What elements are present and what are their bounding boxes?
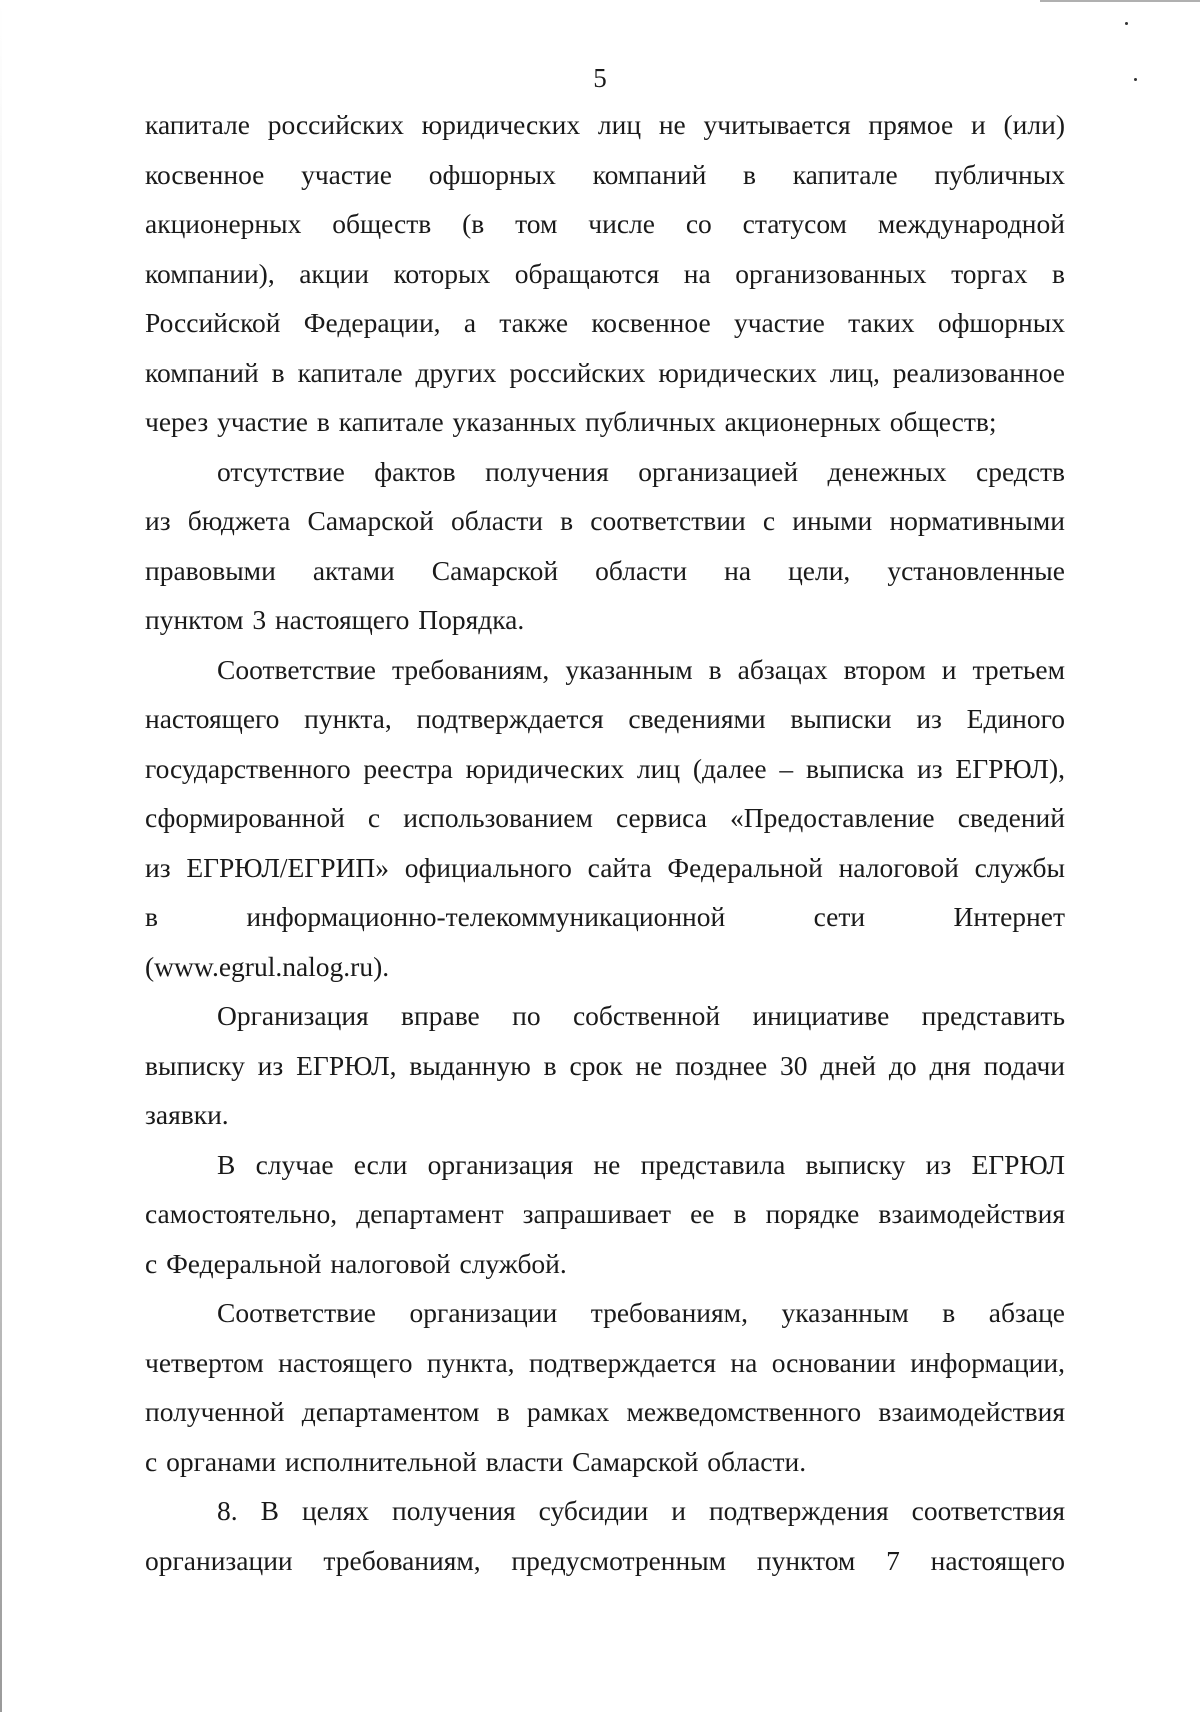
- text-line: заявки.: [145, 1099, 229, 1130]
- text-line: акционерных обществ (в том числе со статусом международной: [145, 208, 1065, 239]
- text-line: пунктом 3 настоящего Порядка.: [145, 604, 525, 635]
- text-line: из ЕГРЮЛ/ЕГРИП» официального сайта Федеральной налоговой службы: [145, 851, 1065, 883]
- text-line: (www.egrul.nalog.ru).: [145, 950, 390, 982]
- paragraph-3: [145, 645, 1065, 992]
- scan-left-edge: [0, 0, 2, 1712]
- paragraph-4: [145, 991, 1065, 1140]
- text-line: в информационно-телекоммуникационной сети Интернет: [145, 901, 1065, 932]
- text-line: с органами исполнительной власти Самарской области.: [145, 1445, 807, 1477]
- text-line: 8. В целях получения субсидии и подтверждения соответствия: [217, 1495, 1065, 1526]
- text-line: самостоятельно, департамент запрашивает ее в порядке взаимодействия: [145, 1198, 1065, 1229]
- text-line: Организация вправе по собственной инициативе представить: [217, 1000, 1065, 1031]
- text-line: через участие в капитале указанных публичных акционерных обществ;: [145, 406, 997, 437]
- text-line: полученной департаментом в рамках межведомственного взаимодействия: [145, 1396, 1065, 1427]
- text-line: настоящего пункта, подтверждается сведениями выписки из Единого: [145, 703, 1065, 734]
- text-line: Соответствие требованиям, указанным в абзацах втором и третьем: [217, 653, 1065, 685]
- text-line: Соответствие организации требованиям, указанным в абзаце: [217, 1297, 1065, 1328]
- text-line: организации требованиям, предусмотренным пунктом 7 настоящего: [145, 1544, 1065, 1576]
- text-line: косвенное участие офшорных компаний в капитале публичных: [145, 158, 1065, 190]
- text-line: компании), акции которых обращаются на организованных торгах в: [145, 257, 1065, 289]
- scan-top-edge: [1040, 0, 1200, 2]
- text-line: Российской Федерации, а также косвенное участие таких офшорных: [145, 307, 1065, 338]
- paragraph-1: [145, 100, 1065, 447]
- page-number: 5: [593, 63, 607, 93]
- text-line: сформированной с использованием сервиса «Предоставление сведений: [145, 802, 1065, 833]
- paragraph-5: [145, 1140, 1065, 1289]
- text-line: В случае если организация не представила выписку из ЕГРЮЛ: [217, 1148, 1065, 1180]
- text-line: компаний в капитале других российских юридических лиц, реализованное: [145, 356, 1065, 388]
- paragraph-6: [145, 1288, 1065, 1486]
- scan-speck: [1125, 22, 1128, 25]
- paragraph-7: [145, 1486, 1065, 1585]
- text-line: из бюджета Самарской области в соответствии с иными нормативными: [145, 505, 1065, 536]
- text-line: отсутствие фактов получения организацией денежных средств: [217, 455, 1065, 487]
- paragraph-2: [145, 447, 1065, 645]
- text-line: государственного реестра юридических лиц (далее – выписка из ЕГРЮЛ),: [145, 752, 1065, 784]
- text-line: правовыми актами Самарской области на цели, установленные: [145, 554, 1065, 586]
- document-body: [145, 100, 1065, 1585]
- text-line: выписку из ЕГРЮЛ, выданную в срок не позднее 30 дней до дня подачи: [145, 1049, 1065, 1081]
- text-line: четвертом настоящего пункта, подтверждается на основании информации,: [145, 1346, 1065, 1378]
- text-line: с Федеральной налоговой службой.: [145, 1247, 567, 1279]
- text-line: капитале российских юридических лиц не учитывается прямое и (или): [145, 109, 1065, 140]
